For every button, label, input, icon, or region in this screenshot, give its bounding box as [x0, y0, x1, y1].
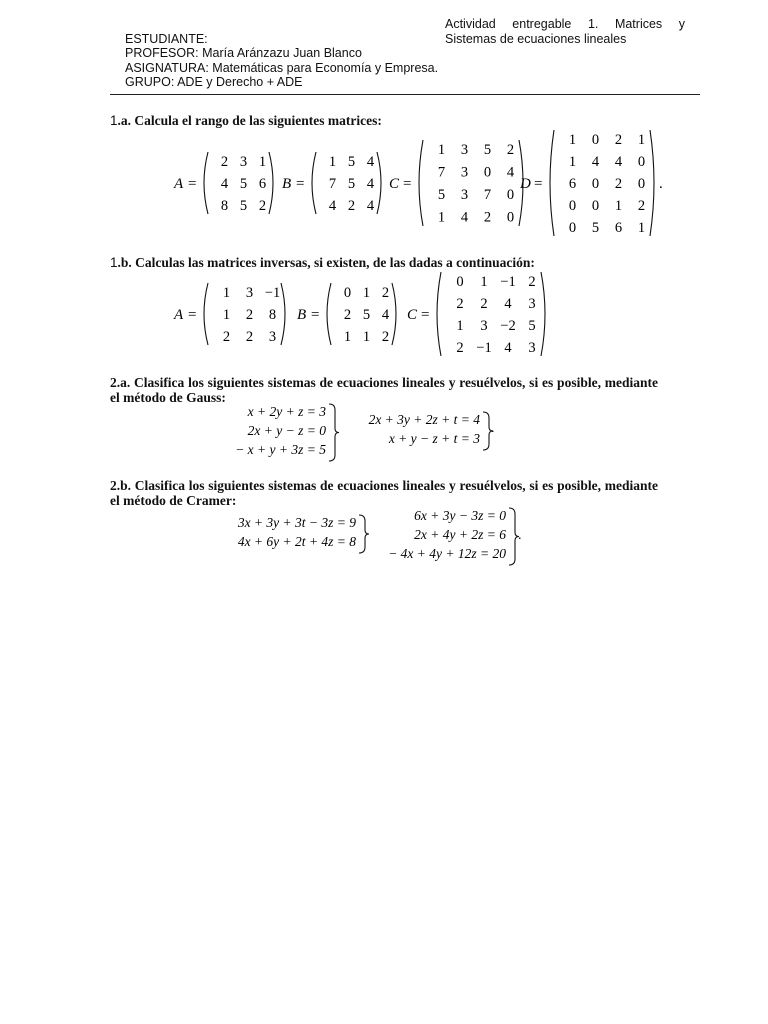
matrix-c-cell: 0 — [506, 209, 515, 226]
inverse-matrix-c-cell: 2 — [456, 295, 464, 312]
cramer-system-2-equation: 6x + 3y − 3z = 0 — [414, 508, 506, 523]
question-1b-title: 1.b. Calculas las matrices inversas, si existen, de las dadas a continuación: — [110, 255, 535, 270]
matrix-b-cell: 1 — [328, 153, 337, 170]
matrix-b-cell: 2 — [347, 197, 356, 214]
matrix-d-equals: = — [534, 176, 543, 192]
gauss-system-1-brace — [329, 404, 339, 461]
inverse-matrix-c-cell: 4 — [504, 295, 512, 312]
matrix-c-cell: 5 — [483, 142, 492, 159]
student-label: ESTUDIANTE: — [125, 32, 208, 46]
matrix-c-cell: 3 — [460, 187, 469, 204]
activity-title-line1: Actividad entregable 1. Matrices y — [445, 17, 685, 31]
gauss-system-2-equation: 2x + 3y + 2z + t = 4 — [368, 412, 480, 427]
cramer-system-1-equation: 4x + 6y + 2t + 4z = 8 — [237, 534, 356, 549]
inverse-matrix-c-cell: 3 — [480, 317, 488, 334]
matrix-d-cell: 0 — [637, 175, 646, 192]
matrix-d-cell: 0 — [637, 153, 646, 170]
cramer-system-1-equation: 3x + 3y + 3t − 3z = 9 — [237, 515, 356, 530]
inverse-matrix-b-right-paren — [392, 283, 396, 345]
gauss-system-2-equation: x + y − z + t = 3 — [388, 431, 480, 446]
inverse-matrix-c-cell: −1 — [500, 273, 516, 290]
cramer-system-2-equation: − 4x + 4y + 12z = 20 — [388, 546, 506, 561]
matrix-b-left-paren — [312, 152, 316, 214]
inverse-matrix-b-name: B — [297, 307, 307, 323]
inverse-matrix-c-name: C — [407, 307, 418, 323]
matrix-c-cell: 4 — [506, 164, 515, 181]
question-1b-matrices — [0, 268, 768, 360]
matrix-c-cell: 3 — [460, 142, 469, 159]
matrix-b-cell: 7 — [328, 175, 337, 192]
gauss-period: . — [491, 421, 495, 436]
inverse-matrix-c-cell: 3 — [528, 295, 536, 312]
matrix-d-cell: 1 — [568, 153, 577, 170]
inverse-matrix-a-cell: 2 — [222, 328, 231, 345]
inverse-matrix-c-cell: −1 — [476, 339, 492, 356]
matrix-c-equals: = — [403, 176, 412, 192]
gauss-system-1-equation: x + 2y + z = 3 — [247, 404, 326, 419]
inverse-matrix-a-cell: −1 — [264, 284, 281, 301]
matrix-a-cell: 6 — [258, 175, 267, 192]
matrix-d-cell: 5 — [591, 219, 600, 236]
inverse-matrix-a-equals: = — [188, 307, 197, 323]
matrix-d-cell: 0 — [591, 197, 600, 214]
inverse-matrix-c-cell: 2 — [456, 339, 464, 356]
matrix-a-cell: 5 — [239, 175, 248, 192]
inverse-matrix-c-right-paren — [541, 272, 545, 356]
inverse-matrix-c-cell: 1 — [456, 317, 464, 334]
matrix-d-cell: 1 — [637, 131, 646, 148]
matrix-d-cell: 4 — [591, 153, 600, 170]
cramer-system-1-brace — [359, 515, 369, 553]
inverse-matrix-b-equals: = — [311, 307, 320, 323]
inverse-matrix-c-left-paren — [437, 272, 441, 356]
matrix-d-cell: 2 — [614, 131, 623, 148]
matrix-b-cell: 4 — [366, 175, 375, 192]
professor-label: PROFESOR: María Aránzazu Juan Blanco — [125, 46, 362, 61]
matrix-c-cell: 7 — [483, 187, 492, 204]
matrix-d-name: D — [520, 176, 531, 192]
inverse-matrix-a-cell: 3 — [245, 284, 254, 301]
inverse-matrix-b-cell: 5 — [362, 306, 371, 323]
matrix-d-cell: 0 — [568, 197, 577, 214]
inverse-matrix-b-left-paren — [327, 283, 331, 345]
matrix-b-right-paren — [377, 152, 381, 214]
inverse-matrix-b-cell: 2 — [381, 328, 390, 345]
matrix-d-cell: 0 — [568, 219, 577, 236]
matrix-a-right-paren — [269, 152, 273, 214]
matrix-a-name: A — [174, 176, 184, 192]
inverse-matrix-a-cell: 3 — [268, 328, 277, 345]
header-divider — [110, 94, 700, 95]
inverse-matrix-c-equals: = — [421, 307, 430, 323]
matrix-b-cell: 5 — [347, 175, 356, 192]
inverse-matrix-a-cell: 1 — [222, 306, 231, 323]
matrix-b-equals: = — [296, 176, 305, 192]
matrix-c-cell: 1 — [437, 142, 446, 159]
activity-title — [445, 17, 685, 47]
inverse-matrix-a-left-paren — [204, 283, 208, 345]
matrix-b-cell: 4 — [366, 153, 375, 170]
matrix-c-cell: 4 — [460, 209, 469, 226]
matrix-a-equals: = — [188, 176, 197, 192]
question-2a-systems — [0, 402, 768, 462]
matrix-a-left-paren — [204, 152, 208, 214]
matrix-a-cell: 2 — [258, 197, 267, 214]
inverse-matrix-c-cell: 3 — [528, 339, 536, 356]
inverse-matrix-c-cell: 5 — [528, 317, 536, 334]
inverse-matrix-c-cell: 1 — [480, 273, 488, 290]
matrix-a-cell: 8 — [220, 197, 229, 214]
matrix-c-cell: 0 — [483, 164, 492, 181]
matrix-d-cell: 0 — [591, 175, 600, 192]
matrix-a-cell: 5 — [239, 197, 248, 214]
gauss-system-1-equation: 2x + y − z = 0 — [247, 423, 326, 438]
matrix-d-cell: 6 — [614, 219, 623, 236]
inverse-matrix-c-cell: 2 — [480, 295, 488, 312]
inverse-matrix-c-cell: 0 — [456, 273, 464, 290]
matrix-a-cell: 3 — [239, 153, 248, 170]
question-2b-systems — [0, 506, 768, 568]
matrix-d-cell: 4 — [614, 153, 623, 170]
gauss-system-1-equation: − x + y + 3z = 5 — [235, 442, 326, 457]
matrix-d-left-paren — [550, 130, 554, 236]
matrix-a-cell: 2 — [220, 153, 229, 170]
question-1a-matrices — [0, 125, 768, 245]
matrix-a-cell: 4 — [220, 175, 229, 192]
inverse-matrix-a-cell: 2 — [245, 306, 254, 323]
subject-label: ASIGNATURA: Matemáticas para Economía y Empresa. — [125, 60, 439, 75]
activity-title-line2: Sistemas de ecuaciones lineales — [445, 32, 627, 46]
matrix-d-cell: 2 — [637, 197, 646, 214]
matrix-d-cell: 0 — [591, 131, 600, 148]
matrix-d-period: . — [659, 176, 663, 192]
header-info — [125, 32, 438, 89]
matrix-d-cell: 6 — [568, 175, 577, 192]
matrix-c-cell: 2 — [483, 209, 492, 226]
inverse-matrix-b-cell: 1 — [362, 284, 371, 301]
cramer-system-2-equation: 2x + 4y + 2z = 6 — [414, 527, 506, 542]
matrix-c-left-paren — [419, 140, 423, 226]
matrix-c-cell: 5 — [437, 187, 446, 204]
inverse-matrix-c-cell: 4 — [504, 339, 512, 356]
inverse-matrix-a-cell: 2 — [245, 328, 254, 345]
matrix-b-cell: 4 — [328, 197, 337, 214]
inverse-matrix-a-cell: 1 — [222, 284, 231, 301]
matrix-c-cell: 0 — [506, 187, 515, 204]
matrix-a-cell: 1 — [258, 153, 267, 170]
inverse-matrix-b-cell: 1 — [343, 328, 352, 345]
matrix-c-cell: 3 — [460, 164, 469, 181]
matrix-d-cell: 1 — [614, 197, 623, 214]
inverse-matrix-b-cell: 4 — [381, 306, 390, 323]
inverse-matrix-a-right-paren — [281, 283, 285, 345]
inverse-matrix-a-cell: 8 — [268, 306, 277, 323]
matrix-c-name: C — [389, 176, 400, 192]
matrix-d-right-paren — [650, 130, 654, 236]
inverse-matrix-c-cell: −2 — [500, 317, 516, 334]
question-1a-title: 1.a. Calcula el rango de las siguientes matrices: — [110, 113, 382, 128]
matrix-c-cell: 2 — [506, 142, 515, 159]
matrix-d-cell: 1 — [637, 219, 646, 236]
matrix-d-cell: 2 — [614, 175, 623, 192]
matrix-c-cell: 1 — [437, 209, 446, 226]
question-2a-title: 2.a. Clasifica los siguientes sistemas de ecuaciones lineales y resuélvelos, si es posible, mediante el método de Gauss: — [110, 375, 658, 405]
inverse-matrix-b-cell: 2 — [381, 284, 390, 301]
matrix-b-cell: 5 — [347, 153, 356, 170]
matrix-b-name: B — [282, 176, 292, 192]
matrix-b-cell: 4 — [366, 197, 375, 214]
question-2b-title: 2.b. Clasifica los siguientes sistemas de ecuaciones lineales y resuélvelos, si es posible, mediante el método de Cramer: — [110, 478, 658, 508]
cramer-period: . — [518, 528, 522, 543]
inverse-matrix-b-cell: 2 — [343, 306, 352, 323]
group-label: GRUPO: ADE y Derecho + ADE — [125, 74, 303, 89]
matrix-c-cell: 7 — [437, 164, 446, 181]
inverse-matrix-b-cell: 1 — [362, 328, 371, 345]
inverse-matrix-c-cell: 2 — [528, 273, 536, 290]
inverse-matrix-a-name: A — [174, 307, 184, 323]
inverse-matrix-b-cell: 0 — [343, 284, 352, 301]
matrix-d-cell: 1 — [568, 131, 577, 148]
